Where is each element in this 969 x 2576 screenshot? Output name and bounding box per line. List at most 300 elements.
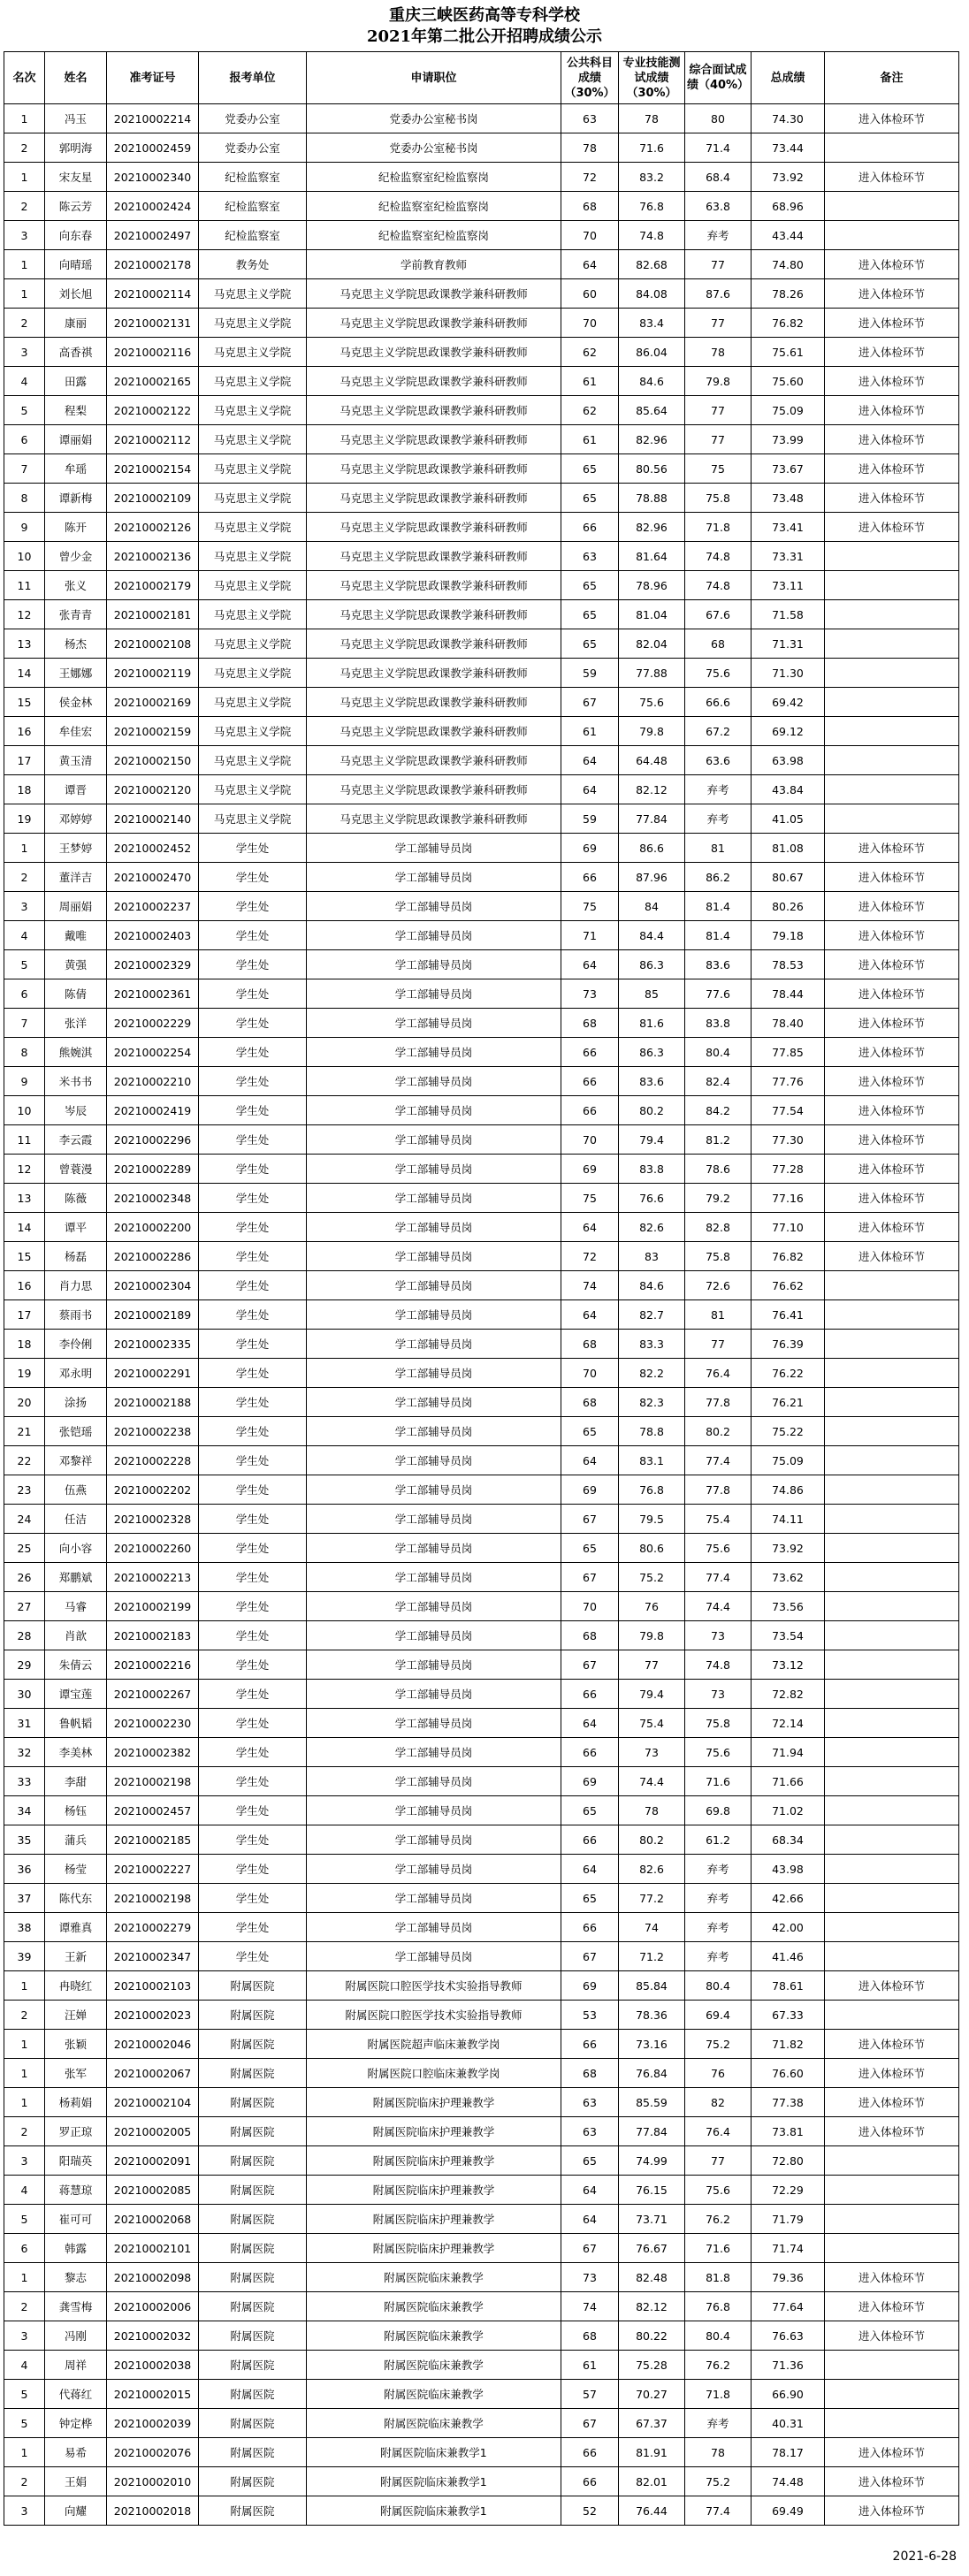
cell-rank: 22 [4, 1446, 45, 1475]
cell-position: 学工部辅导员岗 [307, 1242, 561, 1271]
cell-public-score: 66 [561, 1067, 619, 1096]
cell-remark: 进入体检环节 [825, 950, 959, 979]
cell-exam-id: 20210002181 [107, 600, 199, 629]
cell-total-score: 67.33 [752, 2001, 825, 2030]
cell-unit: 学生处 [199, 1913, 307, 1942]
cell-interview-score: 83.6 [685, 950, 752, 979]
cell-position: 学工部辅导员岗 [307, 1709, 561, 1738]
cell-public-score: 64 [561, 1300, 619, 1330]
cell-interview-score: 弃考 [685, 775, 752, 804]
cell-remark [825, 1330, 959, 1359]
cell-skill-score: 83.6 [619, 1067, 685, 1096]
cell-public-score: 74 [561, 2292, 619, 2321]
cell-remark [825, 1534, 959, 1563]
cell-interview-score: 77.4 [685, 1563, 752, 1592]
cell-name: 陈开 [45, 513, 107, 542]
cell-unit: 学生处 [199, 1534, 307, 1563]
table-row [4, 1942, 959, 1971]
cell-skill-score: 82.04 [619, 629, 685, 659]
cell-exam-id: 20210002237 [107, 892, 199, 921]
cell-exam-id: 20210002419 [107, 1096, 199, 1125]
cell-exam-id: 20210002076 [107, 2438, 199, 2467]
table-row [4, 1738, 959, 1767]
cell-skill-score: 85.84 [619, 1971, 685, 2001]
table-row [4, 1213, 959, 1242]
cell-public-score: 68 [561, 2321, 619, 2351]
table-row [4, 1534, 959, 1563]
publish-date: 2021-6-28 [892, 2549, 957, 2564]
table-body [4, 104, 959, 2526]
table-row [4, 2088, 959, 2117]
cell-position: 学工部辅导员岗 [307, 1300, 561, 1330]
cell-position: 马克思主义学院思政课教学兼科研教师 [307, 717, 561, 746]
cell-skill-score: 80.2 [619, 1096, 685, 1125]
table-row [4, 1155, 959, 1184]
cell-exam-id: 20210002039 [107, 2409, 199, 2438]
cell-rank: 32 [4, 1738, 45, 1767]
cell-skill-score: 87.96 [619, 863, 685, 892]
cell-remark: 进入体检环节 [825, 2263, 959, 2292]
cell-skill-score: 80.56 [619, 454, 685, 484]
cell-rank: 1 [4, 279, 45, 309]
cell-exam-id: 20210002104 [107, 2088, 199, 2117]
cell-remark: 进入体检环节 [825, 892, 959, 921]
cell-skill-score: 76 [619, 1592, 685, 1621]
cell-name: 杨莹 [45, 1855, 107, 1884]
cell-skill-score: 82.96 [619, 513, 685, 542]
cell-unit: 马克思主义学院 [199, 542, 307, 571]
cell-interview-score: 78.6 [685, 1155, 752, 1184]
cell-skill-score: 86.6 [619, 834, 685, 863]
cell-public-score: 65 [561, 1884, 619, 1913]
cell-total-score: 68.34 [752, 1825, 825, 1855]
cell-remark: 进入体检环节 [825, 1009, 959, 1038]
cell-unit: 附属医院 [199, 2351, 307, 2380]
cell-remark [825, 1359, 959, 1388]
cell-interview-score: 81.4 [685, 921, 752, 950]
table-row [4, 950, 959, 979]
cell-name: 杨钰 [45, 1796, 107, 1825]
table-row [4, 163, 959, 192]
cell-interview-score: 75.8 [685, 1242, 752, 1271]
cell-position: 学工部辅导员岗 [307, 1592, 561, 1621]
cell-name: 向耀 [45, 2496, 107, 2526]
cell-interview-score: 81.2 [685, 1125, 752, 1155]
cell-name: 马睿 [45, 1592, 107, 1621]
cell-interview-score: 80.2 [685, 1417, 752, 1446]
cell-position: 学工部辅导员岗 [307, 1417, 561, 1446]
cell-total-score: 76.21 [752, 1388, 825, 1417]
cell-exam-id: 20210002335 [107, 1330, 199, 1359]
cell-public-score: 65 [561, 484, 619, 513]
cell-exam-id: 20210002213 [107, 1563, 199, 1592]
cell-skill-score: 84 [619, 892, 685, 921]
cell-position: 学工部辅导员岗 [307, 1505, 561, 1534]
cell-remark [825, 1417, 959, 1446]
cell-name: 周丽娟 [45, 892, 107, 921]
cell-interview-score: 61.2 [685, 1825, 752, 1855]
cell-unit: 纪检监察室 [199, 221, 307, 250]
cell-position: 附属医院临床护理兼教学 [307, 2117, 561, 2146]
cell-total-score: 79.36 [752, 2263, 825, 2292]
cell-rank: 37 [4, 1884, 45, 1913]
cell-rank: 12 [4, 600, 45, 629]
cell-interview-score: 79.2 [685, 1184, 752, 1213]
cell-unit: 附属医院 [199, 1971, 307, 2001]
cell-rank: 20 [4, 1388, 45, 1417]
cell-interview-score: 71.6 [685, 2234, 752, 2263]
cell-public-score: 69 [561, 834, 619, 863]
cell-position: 学工部辅导员岗 [307, 1067, 561, 1096]
cell-total-score: 76.60 [752, 2059, 825, 2088]
cell-unit: 学生处 [199, 1650, 307, 1680]
cell-unit: 马克思主义学院 [199, 600, 307, 629]
cell-rank: 1 [4, 2059, 45, 2088]
cell-position: 马克思主义学院思政课教学兼科研教师 [307, 804, 561, 834]
cell-name: 郑鹏斌 [45, 1563, 107, 1592]
cell-rank: 3 [4, 2321, 45, 2351]
cell-total-score: 71.02 [752, 1796, 825, 1825]
cell-unit: 学生处 [199, 1621, 307, 1650]
cell-public-score: 63 [561, 542, 619, 571]
cell-interview-score: 75.2 [685, 2467, 752, 2496]
cell-interview-score: 81.8 [685, 2263, 752, 2292]
cell-exam-id: 20210002112 [107, 425, 199, 454]
cell-name: 谭雅真 [45, 1913, 107, 1942]
table-row [4, 1767, 959, 1796]
cell-rank: 1 [4, 1971, 45, 2001]
cell-total-score: 69.49 [752, 2496, 825, 2526]
cell-position: 学工部辅导员岗 [307, 1213, 561, 1242]
cell-total-score: 76.62 [752, 1271, 825, 1300]
cell-remark: 进入体检环节 [825, 2321, 959, 2351]
cell-name: 曾少金 [45, 542, 107, 571]
cell-position: 学工部辅导员岗 [307, 834, 561, 863]
cell-remark: 进入体检环节 [825, 2438, 959, 2467]
cell-skill-score: 84.4 [619, 921, 685, 950]
cell-position: 马克思主义学院思政课教学兼科研教师 [307, 338, 561, 367]
cell-public-score: 67 [561, 1563, 619, 1592]
cell-total-score: 73.31 [752, 542, 825, 571]
cell-position: 马克思主义学院思政课教学兼科研教师 [307, 571, 561, 600]
cell-exam-id: 20210002103 [107, 1971, 199, 2001]
table-row [4, 484, 959, 513]
cell-unit: 马克思主义学院 [199, 396, 307, 425]
cell-unit: 学生处 [199, 1680, 307, 1709]
cell-public-score: 52 [561, 2496, 619, 2526]
cell-name: 程梨 [45, 396, 107, 425]
cell-remark: 进入体检环节 [825, 484, 959, 513]
cell-interview-score: 67.6 [685, 600, 752, 629]
cell-interview-score: 69.8 [685, 1796, 752, 1825]
cell-rank: 13 [4, 629, 45, 659]
cell-unit: 学生处 [199, 1884, 307, 1913]
cell-rank: 1 [4, 2088, 45, 2117]
cell-remark [825, 1825, 959, 1855]
cell-interview-score: 77.6 [685, 979, 752, 1009]
cell-position: 学工部辅导员岗 [307, 1534, 561, 1563]
cell-skill-score: 79.5 [619, 1505, 685, 1534]
cell-total-score: 79.18 [752, 921, 825, 950]
cell-interview-score: 87.6 [685, 279, 752, 309]
cell-total-score: 77.10 [752, 1213, 825, 1242]
cell-unit: 学生处 [199, 1125, 307, 1155]
cell-remark [825, 2380, 959, 2409]
cell-remark [825, 1621, 959, 1650]
cell-total-score: 77.16 [752, 1184, 825, 1213]
cell-interview-score: 80.4 [685, 1971, 752, 2001]
table-row [4, 746, 959, 775]
cell-skill-score: 73 [619, 1738, 685, 1767]
table-row [4, 1621, 959, 1650]
cell-position: 附属医院口腔医学技术实验指导教师 [307, 2001, 561, 2030]
cell-rank: 36 [4, 1855, 45, 1884]
cell-exam-id: 20210002098 [107, 2263, 199, 2292]
cell-total-score: 72.14 [752, 1709, 825, 1738]
cell-name: 张义 [45, 571, 107, 600]
table-row [4, 1855, 959, 1884]
cell-unit: 学生处 [199, 1475, 307, 1505]
cell-name: 谭晋 [45, 775, 107, 804]
cell-rank: 24 [4, 1505, 45, 1534]
cell-public-score: 65 [561, 629, 619, 659]
cell-position: 学工部辅导员岗 [307, 1942, 561, 1971]
cell-rank: 2 [4, 2467, 45, 2496]
cell-rank: 2 [4, 133, 45, 163]
cell-total-score: 71.82 [752, 2030, 825, 2059]
cell-exam-id: 20210002126 [107, 513, 199, 542]
cell-interview-score: 75.8 [685, 1709, 752, 1738]
cell-position: 学工部辅导员岗 [307, 1009, 561, 1038]
cell-remark [825, 775, 959, 804]
cell-remark [825, 2351, 959, 2380]
cell-position: 纪检监察室纪检监察岗 [307, 192, 561, 221]
cell-rank: 1 [4, 2263, 45, 2292]
cell-exam-id: 20210002289 [107, 1155, 199, 1184]
cell-name: 王新 [45, 1942, 107, 1971]
cell-position: 学工部辅导员岗 [307, 863, 561, 892]
cell-position: 学工部辅导员岗 [307, 1913, 561, 1942]
cell-rank: 1 [4, 163, 45, 192]
cell-interview-score: 77.8 [685, 1388, 752, 1417]
table-row [4, 1971, 959, 2001]
cell-public-score: 66 [561, 1096, 619, 1125]
cell-exam-id: 20210002452 [107, 834, 199, 863]
table-row [4, 2380, 959, 2409]
cell-total-score: 77.54 [752, 1096, 825, 1125]
cell-unit: 学生处 [199, 1796, 307, 1825]
table-row [4, 2321, 959, 2351]
cell-skill-score: 76.67 [619, 2234, 685, 2263]
cell-position: 学工部辅导员岗 [307, 1621, 561, 1650]
cell-remark: 进入体检环节 [825, 163, 959, 192]
cell-rank: 9 [4, 1067, 45, 1096]
cell-rank: 29 [4, 1650, 45, 1680]
cell-total-score: 71.58 [752, 600, 825, 629]
cell-total-score: 73.67 [752, 454, 825, 484]
cell-exam-id: 20210002109 [107, 484, 199, 513]
cell-unit: 学生处 [199, 1359, 307, 1388]
cell-exam-id: 20210002140 [107, 804, 199, 834]
table-row [4, 1359, 959, 1388]
cell-skill-score: 83.8 [619, 1155, 685, 1184]
cell-interview-score: 76.8 [685, 2292, 752, 2321]
cell-unit: 学生处 [199, 1417, 307, 1446]
cell-exam-id: 20210002329 [107, 950, 199, 979]
cell-rank: 5 [4, 396, 45, 425]
cell-public-score: 62 [561, 338, 619, 367]
cell-name: 黄强 [45, 950, 107, 979]
cell-remark [825, 1475, 959, 1505]
cell-name: 康丽 [45, 309, 107, 338]
cell-exam-id: 20210002165 [107, 367, 199, 396]
cell-public-score: 66 [561, 2467, 619, 2496]
cell-total-score: 71.31 [752, 629, 825, 659]
cell-unit: 附属医院 [199, 2409, 307, 2438]
table-row [4, 921, 959, 950]
cell-unit: 附属医院 [199, 2438, 307, 2467]
cell-position: 附属医院临床兼教学 [307, 2380, 561, 2409]
cell-skill-score: 82.96 [619, 425, 685, 454]
cell-interview-score: 75.6 [685, 1534, 752, 1563]
cell-total-score: 75.61 [752, 338, 825, 367]
table-row [4, 2409, 959, 2438]
cell-unit: 学生处 [199, 1300, 307, 1330]
cell-total-score: 74.30 [752, 104, 825, 133]
cell-exam-id: 20210002183 [107, 1621, 199, 1650]
cell-exam-id: 20210002470 [107, 863, 199, 892]
cell-total-score: 74.80 [752, 250, 825, 279]
cell-skill-score: 77.88 [619, 659, 685, 688]
table-row [4, 2351, 959, 2380]
cell-remark: 进入体检环节 [825, 1038, 959, 1067]
cell-position: 纪检监察室纪检监察岗 [307, 163, 561, 192]
cell-total-score: 77.76 [752, 1067, 825, 1096]
table-row [4, 2176, 959, 2205]
cell-public-score: 70 [561, 1125, 619, 1155]
cell-remark: 进入体检环节 [825, 338, 959, 367]
cell-public-score: 67 [561, 688, 619, 717]
cell-remark: 进入体检环节 [825, 2030, 959, 2059]
cell-public-score: 64 [561, 1855, 619, 1884]
cell-skill-score: 78.88 [619, 484, 685, 513]
cell-rank: 28 [4, 1621, 45, 1650]
cell-public-score: 61 [561, 367, 619, 396]
cell-name: 阳瑞英 [45, 2146, 107, 2176]
cell-skill-score: 81.6 [619, 1009, 685, 1038]
cell-unit: 学生处 [199, 1592, 307, 1621]
cell-rank: 33 [4, 1767, 45, 1796]
cell-total-score: 75.09 [752, 396, 825, 425]
cell-public-score: 75 [561, 892, 619, 921]
cell-public-score: 69 [561, 1155, 619, 1184]
cell-exam-id: 20210002347 [107, 1942, 199, 1971]
cell-position: 学工部辅导员岗 [307, 950, 561, 979]
cell-remark: 进入体检环节 [825, 1155, 959, 1184]
cell-unit: 学生处 [199, 1825, 307, 1855]
cell-rank: 39 [4, 1942, 45, 1971]
cell-exam-id: 20210002382 [107, 1738, 199, 1767]
cell-position: 学工部辅导员岗 [307, 1155, 561, 1184]
cell-total-score: 78.26 [752, 279, 825, 309]
cell-total-score: 69.42 [752, 688, 825, 717]
cell-interview-score: 68 [685, 629, 752, 659]
cell-interview-score: 78 [685, 2438, 752, 2467]
cell-skill-score: 84.6 [619, 367, 685, 396]
cell-public-score: 72 [561, 163, 619, 192]
cell-position: 纪检监察室纪检监察岗 [307, 221, 561, 250]
cell-name: 韩露 [45, 2234, 107, 2263]
cell-rank: 1 [4, 104, 45, 133]
cell-rank: 21 [4, 1417, 45, 1446]
cell-remark: 进入体检环节 [825, 834, 959, 863]
cell-interview-score: 84.2 [685, 1096, 752, 1125]
cell-name: 王梦婷 [45, 834, 107, 863]
cell-rank: 26 [4, 1563, 45, 1592]
cell-rank: 4 [4, 2176, 45, 2205]
cell-public-score: 63 [561, 2117, 619, 2146]
cell-rank: 38 [4, 1913, 45, 1942]
cell-name: 邓永明 [45, 1359, 107, 1388]
cell-skill-score: 71.2 [619, 1942, 685, 1971]
cell-position: 学工部辅导员岗 [307, 1330, 561, 1359]
cell-remark: 进入体检环节 [825, 1242, 959, 1271]
cell-rank: 2 [4, 2292, 45, 2321]
cell-exam-id: 20210002210 [107, 1067, 199, 1096]
cell-name: 米书书 [45, 1067, 107, 1096]
cell-unit: 学生处 [199, 1942, 307, 1971]
cell-public-score: 66 [561, 2030, 619, 2059]
cell-rank: 6 [4, 979, 45, 1009]
cell-skill-score: 85.64 [619, 396, 685, 425]
cell-interview-score: 74.4 [685, 1592, 752, 1621]
cell-total-score: 71.30 [752, 659, 825, 688]
cell-interview-score: 76.4 [685, 1359, 752, 1388]
cell-remark [825, 1884, 959, 1913]
cell-name: 向小容 [45, 1534, 107, 1563]
cell-public-score: 70 [561, 309, 619, 338]
cell-interview-score: 71.8 [685, 2380, 752, 2409]
cell-remark [825, 1446, 959, 1475]
cell-position: 学工部辅导员岗 [307, 1096, 561, 1125]
cell-public-score: 65 [561, 571, 619, 600]
cell-public-score: 66 [561, 1913, 619, 1942]
cell-name: 陈薇 [45, 1184, 107, 1213]
cell-name: 张洋 [45, 1009, 107, 1038]
cell-unit: 马克思主义学院 [199, 338, 307, 367]
table-row [4, 1446, 959, 1475]
cell-name: 李美林 [45, 1738, 107, 1767]
cell-exam-id: 20210002214 [107, 104, 199, 133]
page-title: 重庆三峡医药高等专科学校 [389, 6, 580, 25]
cell-exam-id: 20210002304 [107, 1271, 199, 1300]
cell-interview-score: 82 [685, 2088, 752, 2117]
table-row [4, 659, 959, 688]
cell-skill-score: 75.28 [619, 2351, 685, 2380]
cell-rank: 4 [4, 921, 45, 950]
cell-remark: 进入体检环节 [825, 396, 959, 425]
cell-rank: 19 [4, 804, 45, 834]
table-row [4, 1913, 959, 1942]
col-header-rank: 名次 [4, 52, 45, 104]
cell-rank: 27 [4, 1592, 45, 1621]
table-row [4, 2263, 959, 2292]
cell-skill-score: 81.64 [619, 542, 685, 571]
cell-position: 附属医院临床兼教学1 [307, 2438, 561, 2467]
cell-exam-id: 20210002228 [107, 1446, 199, 1475]
cell-exam-id: 20210002091 [107, 2146, 199, 2176]
cell-interview-score: 76.4 [685, 2117, 752, 2146]
